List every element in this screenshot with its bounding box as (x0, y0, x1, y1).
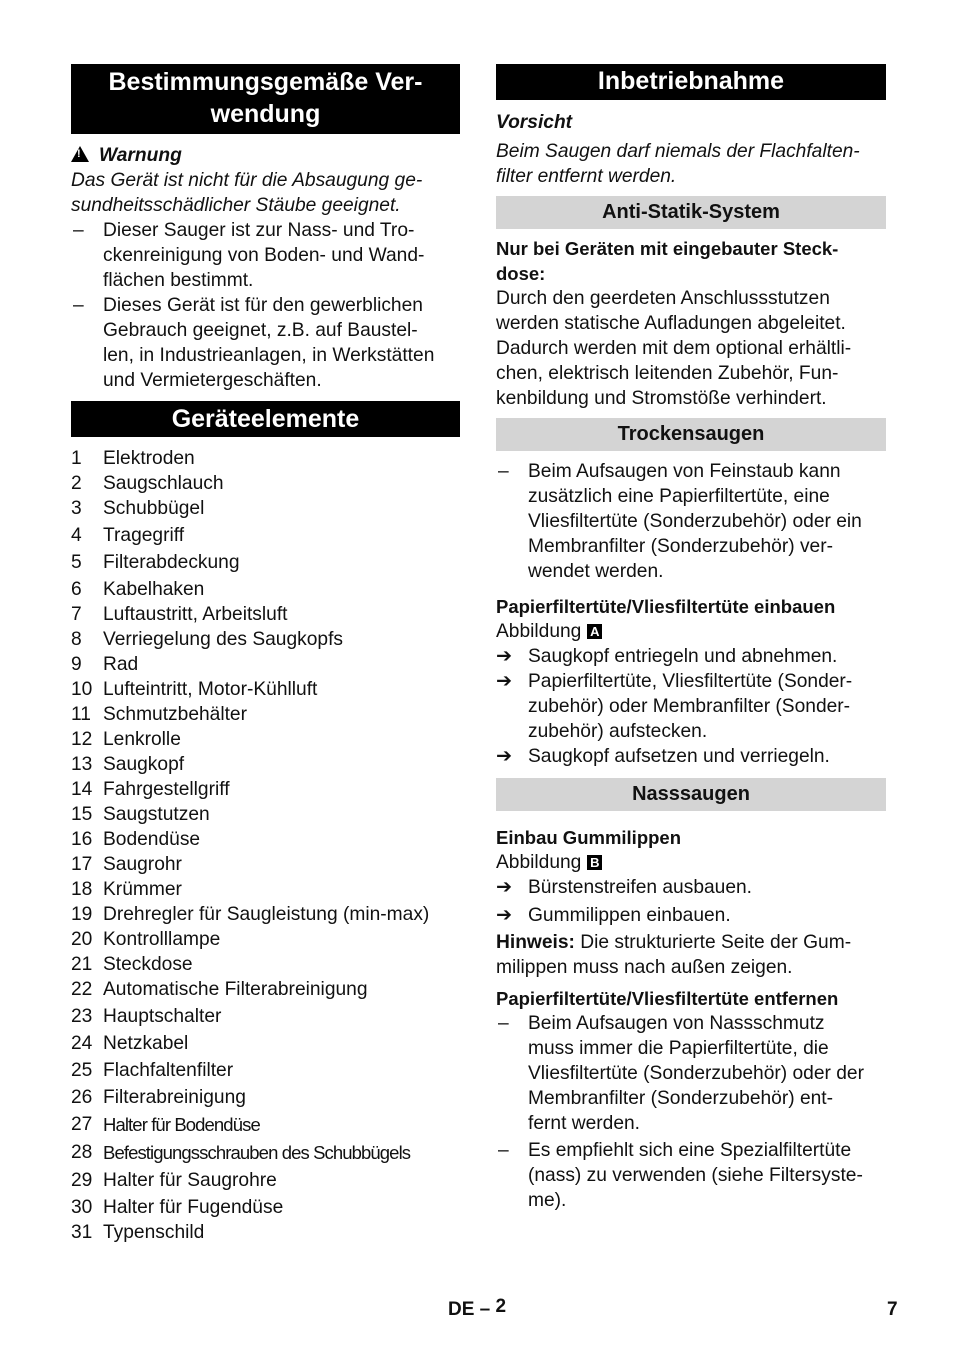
figure-letter-icon: B (587, 855, 602, 870)
item-label: Luftaustritt, Arbeitsluft (103, 604, 288, 625)
list-item (71, 902, 460, 927)
hinweis-note: Hinweis: Die strukturierte Seite der Gum- milippen muss nach außen zeigen. (496, 932, 852, 978)
item-label: Befestigungsschrauben des Schubbügels (103, 1142, 411, 1163)
item-number: 1 (71, 448, 82, 469)
item-number: 31 (71, 1222, 93, 1243)
dash-mark: – (498, 1140, 509, 1161)
list-item (71, 602, 460, 627)
item-label: Saugstutzen (103, 804, 210, 825)
item-label: Rad (103, 654, 139, 675)
item-number: 21 (71, 954, 93, 975)
item-label: Filterabdeckung (103, 552, 240, 573)
arrow-icon: ➔ (496, 671, 513, 692)
step-item: ➔ Saugkopf entriegeln und abnehmen. (496, 646, 838, 667)
item-label: Schmutzbehälter (103, 704, 247, 725)
subheading-einbauen: Papierfiltertüte/Vliesfiltertüte einbauen (496, 596, 836, 617)
list-item (71, 727, 460, 752)
heading-line: wendung (210, 100, 321, 128)
list-item (71, 702, 460, 727)
item-label: Automatische Filterabreinigung (103, 979, 368, 1000)
list-item (71, 627, 460, 652)
list-item (71, 677, 460, 702)
list-item (71, 852, 460, 877)
list-item (71, 1085, 460, 1110)
item-number: 9 (71, 654, 82, 675)
list-item (71, 446, 460, 471)
dash-mark: – (73, 295, 84, 316)
footer-locale: DE – 2 (448, 1296, 507, 1320)
item-number: 7 (71, 604, 82, 625)
item-number: 24 (71, 1033, 93, 1054)
item-number: 17 (71, 854, 93, 875)
item-number: 12 (71, 729, 93, 750)
list-item: – Beim Aufsaugen von Nassschmutz muss immer die Papierfiltertüte, die Vliesfiltertüte (Sonderzubehör) oder der Membranfilter (Sonderzubehör) ent- fernt werden. (498, 1013, 864, 1134)
list-item (71, 1195, 460, 1220)
list-item (71, 927, 460, 952)
item-number: 4 (71, 525, 82, 546)
item-label: Tragegriff (103, 525, 185, 546)
item-label: Verriegelung des Saugkopfs (103, 629, 344, 650)
list-item (71, 523, 460, 548)
heading-trockensaugen: Trockensaugen (496, 418, 886, 451)
caution-text: Beim Saugen darf niemals der Flachfalten- filter entfernt werden. (496, 141, 860, 187)
item-label: Steckdose (103, 954, 193, 975)
item-number: 10 (71, 679, 93, 700)
item-number: 16 (71, 829, 93, 850)
figure-reference-b: Abbildung B (496, 850, 886, 875)
list-item: – Dieser Sauger ist zur Nass- und Tro- ckenreinigung von Boden- und Wand- flächen bestimmt. (73, 220, 425, 291)
elements-list (71, 446, 460, 1245)
page-number: 7 (887, 1299, 898, 1320)
item-label: Schubbügel (103, 498, 205, 519)
warning-label-row (71, 143, 460, 168)
subheading-entfernen: Papierfiltertüte/Vliesfiltertüte entfernen (496, 988, 839, 1009)
warning-text: Das Gerät ist nicht für die Absaugung ge- sundheitsschädlicher Stäube geeignet. (71, 170, 423, 216)
item-number: 30 (71, 1197, 93, 1218)
dash-mark: – (498, 461, 509, 482)
subheading-steckdose: Nur bei Geräten mit eingebauter Steck- dose: (496, 238, 839, 284)
item-number: 13 (71, 754, 93, 775)
item-label: Elektroden (103, 448, 195, 469)
item-number: 11 (71, 704, 91, 725)
list-item (71, 1168, 460, 1193)
item-number: 14 (71, 779, 93, 800)
list-item (71, 652, 460, 677)
warning-icon (71, 146, 89, 162)
item-number: 28 (71, 1142, 93, 1163)
right-column (496, 64, 886, 1213)
heading-bestimmung (71, 64, 460, 134)
step-item: ➔ Gummilippen einbauen. (496, 905, 731, 926)
list-item (71, 577, 460, 602)
item-number: 20 (71, 929, 93, 950)
item-number: 6 (71, 579, 82, 600)
list-item (71, 977, 460, 1002)
list-item (71, 952, 460, 977)
figure-reference-a: Abbildung A (496, 619, 886, 644)
heading-nasssaugen: Nasssaugen (496, 778, 886, 811)
arrow-icon: ➔ (496, 646, 513, 667)
arrow-icon: ➔ (496, 905, 513, 926)
item-label: Drehregler für Saugleistung (min-max) (103, 904, 430, 925)
item-label: Saugkopf (103, 754, 185, 775)
list-item: – Es empfiehlt sich eine Spezialfiltertüte (nass) zu verwenden (siehe Filtersyste- me). (498, 1140, 863, 1211)
item-number: 3 (71, 498, 82, 519)
list-item: – Beim Aufsaugen von Feinstaub kann zusätzlich eine Papierfiltertüte, eine Vliesfiltertüte (Sonderzubehör) oder ein Membranfilter (Sonderzubehör) ver- wendet werden. (498, 461, 862, 582)
step-item: ➔ Bürstenstreifen ausbauen. (496, 877, 753, 898)
item-label: Flachfaltenfilter (103, 1060, 234, 1081)
list-item (71, 1112, 460, 1138)
list-item (71, 1004, 460, 1029)
footer-lang: DE (448, 1299, 475, 1320)
item-number: 23 (71, 1006, 93, 1027)
antistatik-text: Durch den geerdeten Anschlussstutzen werden statische Aufladungen abgeleitet. Dadurch werden mit dem optional erhältli- chen, elektrisch leitenden Zubehör, Fun- kenbildung und Stromstöße verhindert. (496, 288, 852, 409)
footer-local-page: 2 (495, 1296, 507, 1317)
item-label: Halter für Bodendüse (103, 1114, 260, 1135)
item-label: Kontrolllampe (103, 929, 221, 950)
item-label: Halter für Saugrohre (103, 1170, 277, 1191)
item-label: Typenschild (103, 1222, 205, 1243)
list-item (71, 496, 460, 521)
list-item (71, 802, 460, 827)
caution-label: Vorsicht (496, 112, 573, 133)
step-item: ➔ Saugkopf aufsetzen und verriegeln. (496, 746, 830, 767)
item-number: 5 (71, 552, 82, 573)
list-item (71, 1058, 460, 1083)
item-label: Lufteintritt, Motor-Kühlluft (103, 679, 318, 700)
item-label: Kabelhaken (103, 579, 205, 600)
arrow-icon: ➔ (496, 877, 513, 898)
dash-mark: – (498, 1013, 509, 1034)
item-number: 29 (71, 1170, 93, 1191)
list-item: – Dieses Gerät ist für den gewerblichen Gebrauch geeignet, z.B. auf Baustel- len, in Industrieanlagen, in Werkstätten und Vermietergeschäften. (73, 295, 435, 391)
item-number: 19 (71, 904, 93, 925)
item-number: 18 (71, 879, 93, 900)
item-label: Saugrohr (103, 854, 182, 875)
dash-mark: – (73, 220, 84, 241)
list-item (71, 471, 460, 496)
list-item (71, 1031, 460, 1056)
item-number: 25 (71, 1060, 93, 1081)
item-number: 2 (71, 473, 82, 494)
subheading-gummilippen: Einbau Gummilippen (496, 827, 682, 848)
heading-inbetriebnahme: Inbetriebnahme (496, 64, 886, 100)
item-label: Hauptschalter (103, 1006, 222, 1027)
item-number: 15 (71, 804, 93, 825)
list-item (71, 1220, 460, 1245)
list-item (71, 877, 460, 902)
item-number: 8 (71, 629, 82, 650)
heading-geraeteelemente: Geräteelemente (71, 401, 460, 437)
heading-anti-statik: Anti-Statik-System (496, 196, 886, 229)
item-number: 22 (71, 979, 93, 1000)
step-item: ➔ Papierfiltertüte, Vliesfiltertüte (Sonder- zubehör) oder Membranfilter (Sonder- zubehör) aufstecken. (496, 671, 853, 742)
list-item (71, 777, 460, 802)
heading-line: Bestimmungsgemäße Ver- (108, 68, 423, 96)
item-label: Halter für Fugendüse (103, 1197, 284, 1218)
item-label: Fahrgestellgriff (103, 779, 230, 800)
list-item (71, 550, 460, 575)
list-item (71, 752, 460, 777)
left-column (71, 64, 460, 1245)
item-label: Krümmer (103, 879, 182, 900)
item-label: Netzkabel (103, 1033, 189, 1054)
item-number: 26 (71, 1087, 93, 1108)
list-item (71, 827, 460, 852)
item-label: Saugschlauch (103, 473, 224, 494)
list-item (71, 1140, 460, 1166)
item-label: Filterabreinigung (103, 1087, 246, 1108)
arrow-icon: ➔ (496, 746, 513, 767)
figure-letter-icon: A (587, 624, 602, 639)
item-label: Bodendüse (103, 829, 201, 850)
warning-label: Warnung (99, 145, 182, 166)
hinweis-label: Hinweis: (496, 932, 575, 953)
item-number: 27 (71, 1114, 93, 1135)
item-label: Lenkrolle (103, 729, 181, 750)
